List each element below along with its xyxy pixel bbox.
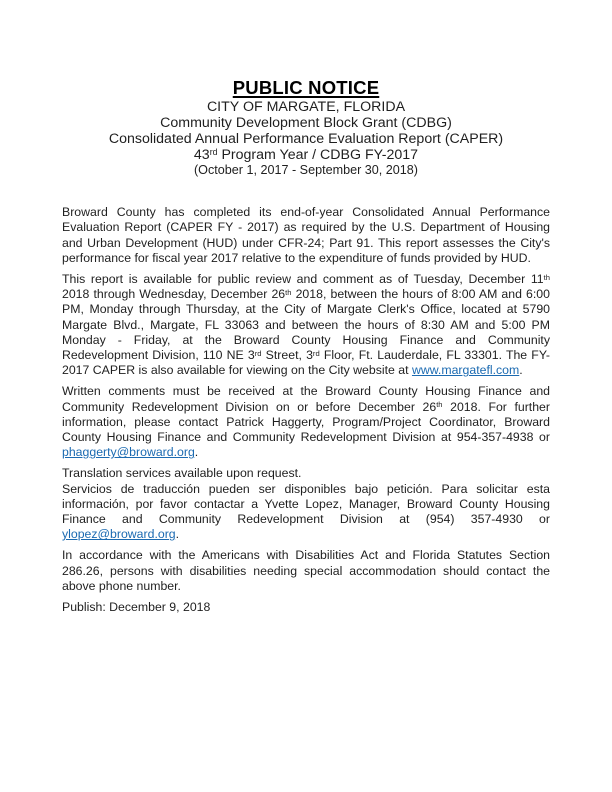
ordinal-superscript: rd [209, 147, 218, 158]
ordinal-superscript: rd [312, 348, 320, 358]
ordinal-superscript: th [436, 400, 443, 410]
text-run: 43 [193, 147, 210, 163]
text-run: . [175, 527, 180, 542]
phaggerty-email-link[interactable]: phaggerty@broward.org [62, 445, 195, 460]
notice-title: PUBLIC NOTICE [232, 77, 380, 98]
text-run: Servicios de traducción pueden ser disponibles bajo petición. Para solicitar esta información, por favor contactar a Yvette Lopez, Manager, Broward County Housing Finance and Community Redevelopment Division at (954) 357-4930 or [62, 481, 550, 527]
document-header [62, 76, 550, 178]
header-line-program: Community Development Block Grant (CDBG) [160, 115, 452, 131]
text-run: . [519, 363, 523, 378]
text-run: 2018. For further information, please contact Patrick Haggerty, Program/Project Coordinator, Broward County Housing Finance and Community Redevelopment Division at 954-357-4938 or [62, 399, 550, 445]
ordinal-superscript: th [285, 287, 292, 297]
publish-date-line: Publish: December 9, 2018 [62, 599, 211, 614]
text-run: This report is available for public review and comment as of Tuesday, December 11 [62, 271, 544, 286]
text-run: Translation services available upon request. [62, 466, 302, 481]
margate-website-link[interactable]: www.margatefl.com [411, 363, 520, 378]
paragraph-ada-notice [62, 548, 550, 594]
text-run: Program Year / CDBG FY-2017 [217, 147, 419, 163]
header-line-report: Consolidated Annual Performance Evaluation Report (CAPER) [108, 131, 504, 147]
text-run: Street, 3 [261, 348, 313, 363]
text-run: . [194, 445, 199, 460]
notice-body [62, 205, 550, 615]
text-run: In accordance with the Americans with Disabilities Act and Florida Statutes Section 286.26, persons with disabilities needing special accommodation should contact the above phone number. [62, 548, 550, 593]
text-run: Written comments must be received at the Broward County Housing Finance and Community Redevelopment Division on or before December 26 [62, 384, 550, 414]
text-run: 2018, between the hours of 8:00 AM and 6:00 PM, Monday through Thursday, at the City of Margate Clerk's Office, located at 5790 Margate Blvd., Margate, FL 33063 and between the hours of 8:30 AM and 5:00 PM Monday - Friday, at the Broward County Housing Finance and Community Redevelopment Division, 110 NE 3 [62, 286, 550, 363]
paragraph-caper-summary [62, 205, 550, 266]
text-run: Broward County has completed its end-of-year Consolidated Annual Performance Evaluation Report (CAPER FY - 2017) as required by the U.S. Department of Housing and Urban Development (HUD) under CFR-24; Part 91. This report assesses the City's performance for fiscal year 2017 relative to the expenditure of funds provided by HUD. [62, 205, 550, 265]
ylopez-email-link[interactable]: ylopez@broward.org [62, 527, 176, 542]
header-date-range: (October 1, 2017 - September 30, 2018) [193, 163, 419, 177]
text-run: 2018 through Wednesday, December 26 [62, 286, 286, 301]
ordinal-superscript: rd [254, 348, 262, 358]
ordinal-superscript: th [543, 272, 550, 282]
paragraph-written-comments [62, 384, 550, 460]
paragraph-review-period [62, 272, 550, 379]
text-run: Floor, Ft. Lauderdale, FL 33301. The FY-2017 CAPER is also available for viewing on the City website at [62, 348, 550, 378]
header-line-city: CITY OF MARGATE, FLORIDA [206, 99, 406, 115]
paragraph-translation-services [62, 466, 550, 542]
header-line-program-year [62, 147, 550, 163]
